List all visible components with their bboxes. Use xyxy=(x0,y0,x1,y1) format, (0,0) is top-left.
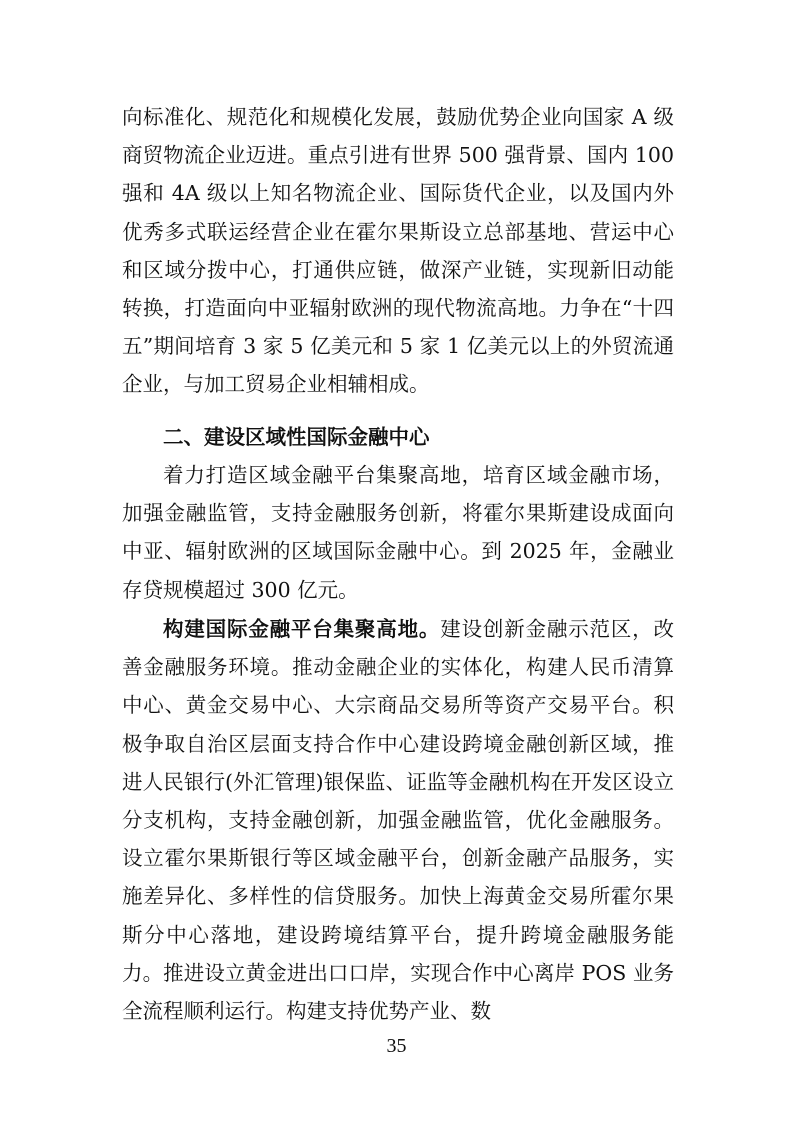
section-heading: 二、建设区域性国际金融中心 xyxy=(163,425,430,449)
body-paragraph-continued: 向标准化、规范化和规模化发展，鼓励优势企业向国家 A 级商贸物流企业迈进。重点引进有世界 500 强背景、国内 100 强和 4A 级以上知名物流企业、国际货代企业，以及国内外优秀多式联运经营企业在霍尔果斯设立总部基地、营运中心和区域分拨中心，打通供应链，做深产业链，实现新旧动能转换，打造面向中亚辐射欧洲的现代物流高地。力争在“十四五”期间培育 3 家 5 亿美元和 5 家 1 亿美元以上的外贸流通企业，与加工贸易企业相辅相成。 xyxy=(122,105,674,397)
page-number: 35 xyxy=(386,1035,407,1057)
subsection-body-text: 建设创新金融示范区，改善金融服务环境。推动金融企业的实体化，构建人民币清算中心、黄金交易中心、大宗商品交易所等资产交易平台。积极争取自治区层面支持合作中心建设跨境金融创新区域，推进人民银行(外汇管理)银保监、证监等金融机构在开发区设立分支机构，支持金融创新，加强金融监管，优化金融服务。设立霍尔果斯银行等区域金融平台，创新金融产品服务，实施差异化、多样性的信贷服务。加快上海黄金交易所霍尔果斯分中心落地，建设跨境结算平台，提升跨境金融服务能力。推进设立黄金进出口口岸，实现合作中心离岸 POS 业务全流程顺利运行。构建支持优势产业、数 xyxy=(122,617,675,1024)
subsection-paragraph xyxy=(122,610,674,1030)
section-intro-paragraph: 着力打造区域金融平台集聚高地，培育区域金融市场，加强金融监管，支持金融服务创新，将霍尔果斯建设成面向中亚、辐射欧洲的区域国际金融中心。到 2025 年，金融业存贷规模超过 300 亿元。 xyxy=(122,463,674,602)
subsection-lead-title: 构建国际金融平台集聚高地。 xyxy=(163,617,441,641)
